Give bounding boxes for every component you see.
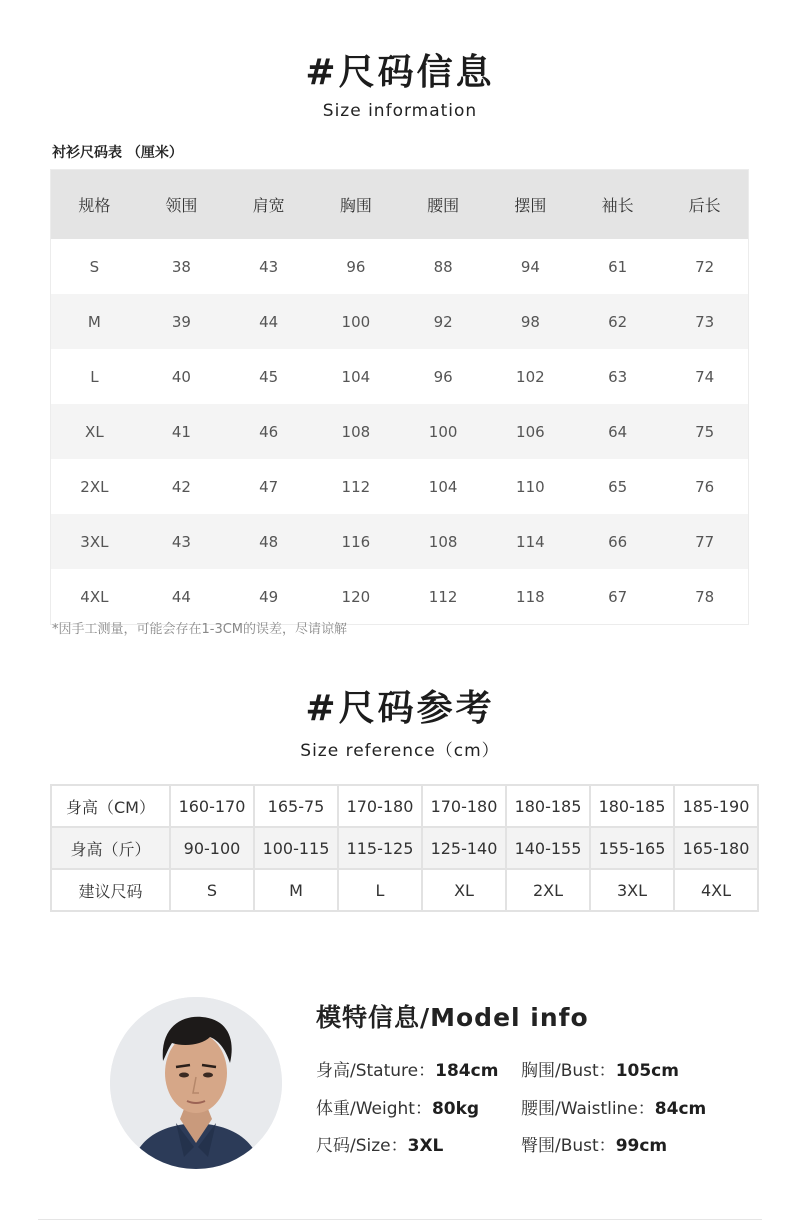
table-cell: 72 xyxy=(695,257,715,276)
hip-value: 99cm xyxy=(615,1136,668,1156)
table-cell: 3XL xyxy=(51,514,138,569)
table-cell: 96 xyxy=(433,367,453,386)
row-label-suggested-size: 建议尺码 xyxy=(51,869,170,911)
table-cell: 115-125 xyxy=(338,827,422,869)
table-cell: 78 xyxy=(695,587,715,606)
header-hem: 摆围 xyxy=(487,170,574,240)
table-cell: 125-140 xyxy=(422,827,506,869)
table-cell: 62 xyxy=(574,294,661,349)
hip-label: 臀围/Bust： xyxy=(521,1136,616,1156)
model-info-title: 模特信息/Model info xyxy=(316,1003,589,1032)
table-cell: 67 xyxy=(608,587,628,606)
table-cell: 110 xyxy=(516,477,545,496)
table-cell: 2XL xyxy=(80,477,109,496)
table-cell: 96 xyxy=(346,257,366,276)
table-cell: L xyxy=(338,869,422,911)
stature-label: 身高/Stature： xyxy=(316,1061,436,1081)
table-cell: 140-155 xyxy=(506,827,590,869)
weight-value: 80kg xyxy=(431,1099,480,1119)
table-cell: 92 xyxy=(400,294,487,349)
table-cell: 108 xyxy=(312,404,399,459)
table-row xyxy=(51,569,749,625)
model-portrait-icon xyxy=(110,997,282,1169)
header-length: 后长 xyxy=(661,170,748,240)
size-reference-title: #尺码参考 xyxy=(305,688,495,729)
table-cell: M xyxy=(51,294,138,349)
table-cell: 65 xyxy=(608,477,628,496)
table-cell: 77 xyxy=(661,514,748,569)
table-row xyxy=(51,459,749,514)
bust-value: 105cm xyxy=(615,1061,679,1081)
size-reference-subtitle: Size reference（cm） xyxy=(300,741,500,761)
table-cell: 102 xyxy=(516,367,545,386)
size-table xyxy=(50,169,749,625)
table-cell: 88 xyxy=(433,257,453,276)
table-cell: 155-165 xyxy=(590,827,674,869)
model-photo xyxy=(110,997,282,1169)
table-cell: 75 xyxy=(661,404,748,459)
table-cell: 112 xyxy=(428,587,458,606)
table-cell: 46 xyxy=(225,404,312,459)
table-cell: 90-100 xyxy=(170,827,254,869)
header-spec: 规格 xyxy=(51,170,138,240)
table-row xyxy=(51,514,749,569)
table-cell: 106 xyxy=(487,404,574,459)
table-cell: 112 xyxy=(341,477,371,496)
header-collar: 领围 xyxy=(138,170,225,240)
size-info-title: #尺码信息 xyxy=(305,52,495,93)
table-cell: 41 xyxy=(138,404,225,459)
header-sleeve: 袖长 xyxy=(574,170,661,240)
table-cell: 98 xyxy=(487,294,574,349)
model-weight xyxy=(316,1094,479,1119)
table-cell: 2XL xyxy=(506,869,590,911)
size-reference-table xyxy=(50,784,759,912)
table-row xyxy=(51,349,749,404)
table-cell: 108 xyxy=(400,514,487,569)
table-cell: 49 xyxy=(259,587,279,606)
bust-label: 胸围/Bust： xyxy=(521,1061,616,1081)
table-cell: 44 xyxy=(171,587,191,606)
table-cell: L xyxy=(90,367,99,386)
table-cell: 180-185 xyxy=(506,785,590,827)
model-size xyxy=(316,1131,443,1156)
size-table-caption: 衬衫尺码表 （厘米） xyxy=(52,145,183,161)
table-cell: 100 xyxy=(400,404,487,459)
table-cell: 118 xyxy=(516,587,545,606)
size-table-header-row xyxy=(51,170,749,240)
header-waist: 腰围 xyxy=(400,170,487,240)
table-cell: 61 xyxy=(608,257,628,276)
waist-label: 腰围/Waistline： xyxy=(521,1099,655,1119)
table-cell: 165-75 xyxy=(254,785,338,827)
row-label-weight-jin: 身高（斤） xyxy=(51,827,170,869)
bottom-divider xyxy=(38,1219,762,1220)
model-stature xyxy=(316,1056,498,1081)
stature-value: 184cm xyxy=(435,1061,499,1081)
table-cell: S xyxy=(89,257,100,276)
table-cell: 170-180 xyxy=(338,785,422,827)
table-cell: 63 xyxy=(608,367,628,386)
table-cell: 100-115 xyxy=(254,827,338,869)
measurement-note: *因手工测量，可能会存在1-3CM的误差，尽请谅解 xyxy=(52,622,348,637)
model-waist xyxy=(521,1094,706,1119)
header-chest: 胸围 xyxy=(312,170,399,240)
table-cell: 43 xyxy=(259,257,279,276)
table-cell: 94 xyxy=(520,257,540,276)
table-cell: 100 xyxy=(312,294,399,349)
waist-value: 84cm xyxy=(654,1099,707,1119)
size-info-subtitle: Size information xyxy=(322,101,478,121)
table-cell: 185-190 xyxy=(674,785,758,827)
model-hip xyxy=(521,1131,667,1156)
table-cell: 104 xyxy=(428,477,458,496)
table-cell: 116 xyxy=(312,514,399,569)
table-cell: 39 xyxy=(138,294,225,349)
table-cell: XL xyxy=(51,404,138,459)
table-cell: 43 xyxy=(138,514,225,569)
table-cell: 165-180 xyxy=(674,827,758,869)
table-cell: M xyxy=(254,869,338,911)
table-cell: 44 xyxy=(225,294,312,349)
table-cell: 73 xyxy=(661,294,748,349)
table-cell: 3XL xyxy=(590,869,674,911)
table-cell: 120 xyxy=(341,587,371,606)
row-label-height-cm: 身高（CM） xyxy=(51,785,170,827)
table-cell: 4XL xyxy=(674,869,758,911)
table-cell: 114 xyxy=(487,514,574,569)
table-row xyxy=(51,294,749,349)
table-cell: 76 xyxy=(695,477,715,496)
table-cell: XL xyxy=(422,869,506,911)
table-cell: 170-180 xyxy=(422,785,506,827)
table-cell: 104 xyxy=(341,367,371,386)
table-cell: 64 xyxy=(574,404,661,459)
size-value: 3XL xyxy=(407,1136,444,1156)
size-label: 尺码/Size： xyxy=(316,1136,408,1156)
table-cell: 42 xyxy=(171,477,191,496)
table-cell: 160-170 xyxy=(170,785,254,827)
table-row xyxy=(51,785,758,827)
table-row xyxy=(51,869,758,911)
weight-label: 体重/Weight： xyxy=(316,1099,432,1119)
table-cell: S xyxy=(170,869,254,911)
table-cell: 48 xyxy=(225,514,312,569)
table-cell: 40 xyxy=(171,367,191,386)
table-cell: 180-185 xyxy=(590,785,674,827)
table-cell: 38 xyxy=(171,257,191,276)
table-row xyxy=(51,404,749,459)
header-shoulder: 肩宽 xyxy=(225,170,312,240)
table-row xyxy=(51,239,749,294)
table-cell: 4XL xyxy=(80,587,109,606)
table-cell: 66 xyxy=(574,514,661,569)
table-cell: 47 xyxy=(259,477,279,496)
table-cell: 45 xyxy=(259,367,279,386)
model-bust xyxy=(521,1056,679,1081)
table-cell: 74 xyxy=(695,367,715,386)
table-row xyxy=(51,827,758,869)
